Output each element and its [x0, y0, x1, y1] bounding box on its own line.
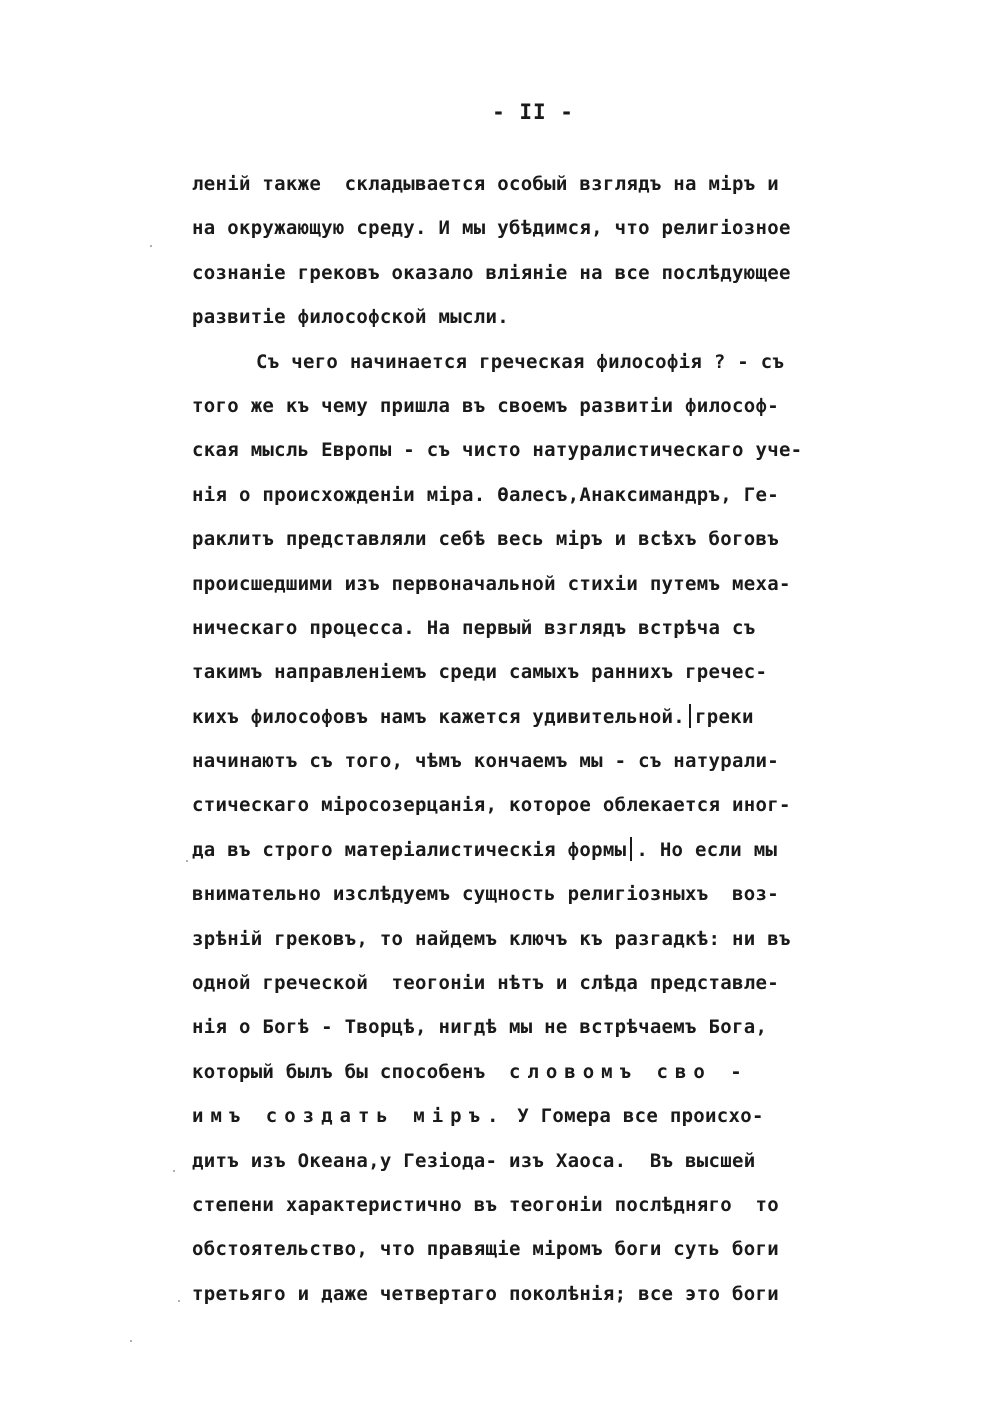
scan-speck	[186, 860, 188, 862]
text-line: начинаютъ съ того, чѣмъ кончаемъ мы - съ натурали-	[192, 750, 779, 773]
text-segment: кихъ философовъ намъ кажется удивительной.	[192, 705, 686, 728]
text-line: ническаго процесса. На первый взглядъ встрѣча съ	[192, 616, 756, 639]
text-line: развитіе философской мысли.	[192, 306, 509, 329]
text-line: нія о происхожденіи міра. Өалесъ,Анаксимандръ, Ге-	[192, 483, 779, 506]
text-line	[192, 828, 872, 872]
scan-speck	[173, 1170, 175, 1172]
text-line: внимательно изслѣдуемъ сущность религіозныхъ воз-	[192, 883, 779, 906]
text-line: раклитъ представляли себѣ весь міръ и всѣхъ боговъ	[192, 528, 779, 551]
text-segment: да въ строго матеріалистическія формы	[192, 838, 627, 861]
text-line: сознаніе грековъ оказало вліяніе на все послѣдующее	[192, 261, 791, 284]
text-line	[192, 1050, 872, 1094]
text-line: стическаго міросозерцанія, которое облекается иног-	[192, 794, 791, 817]
bracket-mark	[630, 837, 632, 861]
text-segment: У Гомера все происхо-	[517, 1105, 764, 1128]
text-line	[192, 695, 872, 739]
scan-speck	[150, 245, 152, 247]
paragraph-start-line: Съ чего начинается греческая философія ? - съ	[256, 350, 785, 373]
text-line: нія о Богѣ - Творцѣ, нигдѣ мы не встрѣчаемъ Бога,	[192, 1016, 768, 1039]
text-line: дитъ изъ Океана,у Гезіода- изъ Хаоса. Въ высшей	[192, 1149, 756, 1172]
text-line	[192, 1094, 872, 1138]
bracket-mark	[689, 704, 691, 728]
spaced-text: словомъ сво -	[508, 1060, 749, 1083]
text-line: на окружающую среду. И мы убѣдимся, что религіозное	[192, 217, 791, 240]
text-segment: который былъ бы способенъ	[192, 1060, 486, 1083]
text-line: ская мысль Европы - съ чисто натуралистическаго уче-	[192, 439, 803, 462]
scan-speck	[178, 1300, 180, 1302]
text-line: степени характеристично въ теогоніи послѣдняго то	[192, 1193, 779, 1216]
spaced-text: имъ создать міръ.	[192, 1105, 506, 1128]
text-line: обстоятельство, что правящіе міромъ боги суть боги	[192, 1238, 779, 1261]
page-number: - II -	[492, 100, 574, 124]
text-segment: греки	[695, 705, 754, 728]
text-line: одной греческой теогоніи нѣтъ и слѣда представле-	[192, 972, 779, 995]
text-segment: . Но если мы	[636, 838, 778, 861]
body-text	[192, 162, 872, 1316]
text-line: такимъ направленіемъ среди самыхъ раннихъ гречес-	[192, 661, 768, 684]
text-line: зрѣній грековъ, то найдемъ ключъ къ разгадкѣ: ни въ	[192, 927, 791, 950]
text-line: того же къ чему пришла въ своемъ развитіи философ-	[192, 394, 779, 417]
text-line: происшедшими изъ первоначальной стихіи путемъ меха-	[192, 572, 791, 595]
text-line: леній также складывается особый взглядъ на міръ и	[192, 173, 779, 195]
text-line: третьяго и даже четвертаго поколѣнія; все это боги	[192, 1282, 779, 1305]
scan-speck	[130, 1340, 132, 1342]
